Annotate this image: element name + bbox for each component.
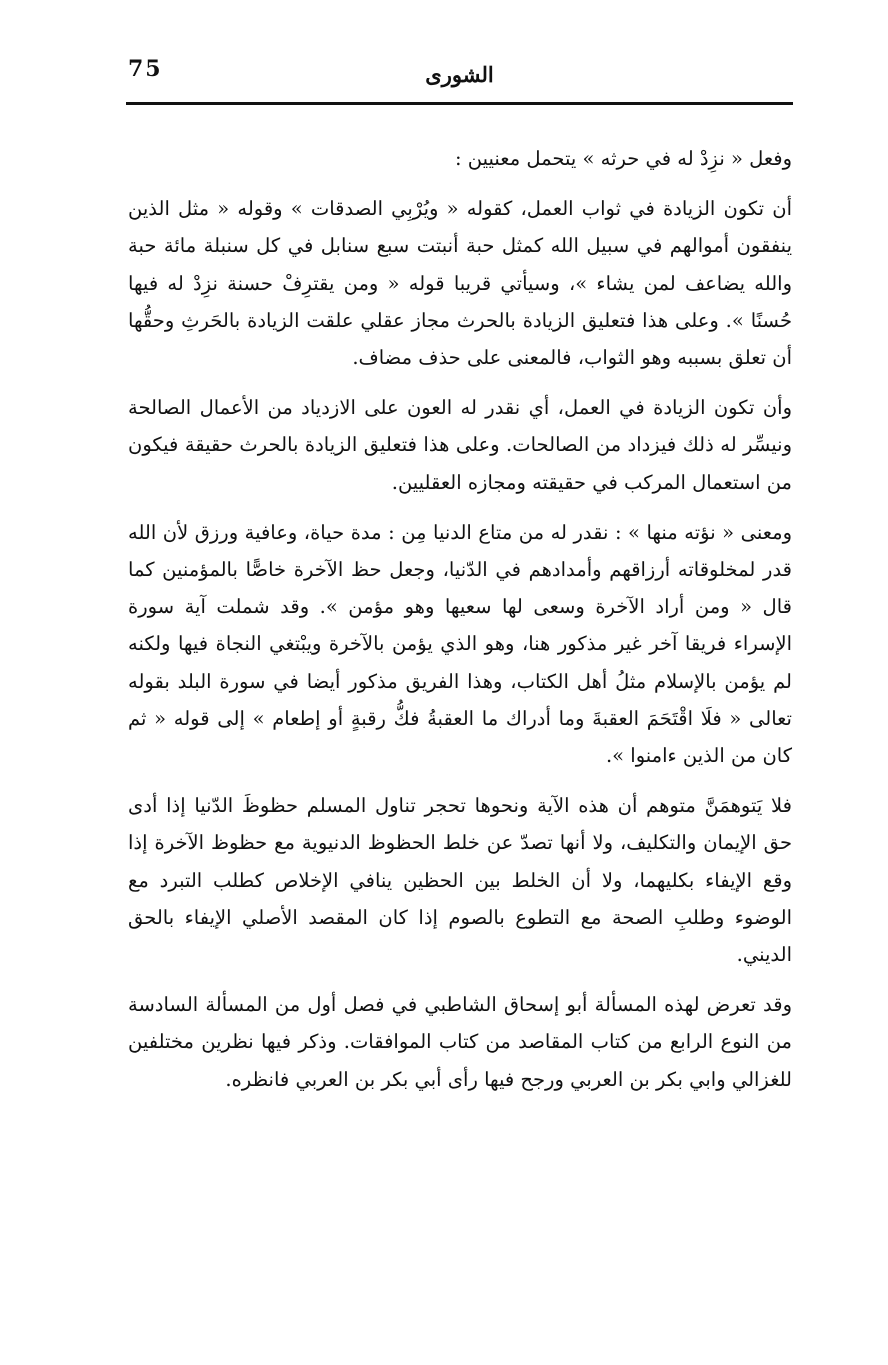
body-text bbox=[128, 140, 792, 1098]
header-rule bbox=[126, 102, 793, 105]
paragraph-5: فلا يَتوهمَنَّ متوهم أن هذه الآية ونحوها تحجر تناول المسلم حظوظَ الدّنيا إذا أدى حق الإيمان والتكليف، ولا أنها تصدّ عن خلط الحظوظ الدنيوية مع حظوظ الآخرة إذا وقع الإيفاء بكليهما، ولا أن الخلط بين الحظين ينافي الإخلاص كطلب التبرد مع الوضوء وطلبِ الصحة مع التطوع بالصوم إذا كان المقصد الأصلي الإيفاء بالحق الديني. bbox=[128, 794, 792, 967]
running-title: الشورى bbox=[425, 62, 494, 87]
paragraph-2: أن تكون الزيادة في ثواب العمل، كقوله « ويُرْبِي الصدقات » وقوله « مثل الذين ينفقون أموالهم في سبيل الله كمثل حبة أنبتت سبع سنابل في كل سنبلة مائة حبة والله يضاعف لمن يشاء »، وسيأتي قريبا قوله « ومن يقترِفْ حسنة نزِدْ له فيها حُسنًا ». وعلى هذا فتعليق الزيادة بالحرث مجاز عقلي علقت الزيادة بالحَرثِ وحقُّها أن تعلق بسببه وهو الثواب، فالمعنى على حذف مضاف. bbox=[128, 197, 792, 370]
page-header bbox=[126, 52, 793, 102]
page-number: 75 bbox=[128, 56, 163, 82]
paragraph-3: وأن تكون الزيادة في العمل، أي نقدر له العون على الازدياد من الأعمال الصالحة ونيسِّر له ذلك فيزداد من الصالحات. وعلى هذا فتعليق الزيادة بالحرث حقيقة فيكون من استعمال المركب في حقيقته ومجازه العقليين. bbox=[128, 396, 792, 494]
paragraph-4: ومعنى « نؤته منها » : نقدر له من متاع الدنيا مِن : مدة حياة، وعافية ورزق لأن الله قدر لمخلوقاته أرزاقهم وأمدادهم في الدّنيا، وجعل حظ الآخرة خاصًّا بالمؤمنين كما قال « ومن أراد الآخرة وسعى لها سعيها وهو مؤمن ». وقد شملت آية سورة الإسراء فريقا آخر غير مذكور هنا، وهو الذي يؤمن بالآخرة ويبْتغي النجاة فيها ولكنه لم يؤمن بالإسلام مثلُ أهل الكتاب، وهذا الفريق مذكور أيضا في سورة البلد بقوله تعالى « فلَا اقْتَحَمَ العقبةَ وما أدراك ما العقبةُ فكُّ رقبةٍ أو إطعام » إلى قوله « ثم كان من الذين ءامنوا ». bbox=[128, 520, 792, 768]
paragraph-1: وفعل « نزِدْ له في حرثه » يتحمل معنيين : bbox=[455, 147, 792, 170]
paragraph-6: وقد تعرض لهذه المسألة أبو إسحاق الشاطبي في فصل أول من المسألة السادسة من النوع الرابع من كتاب المقاصد من كتاب الموافقات. وذكر فيها نظرين مختلفين للغزالي وابي بكر بن العربي ورجح فيها رأى أبي بكر بن العربي فانظره. bbox=[128, 993, 792, 1091]
